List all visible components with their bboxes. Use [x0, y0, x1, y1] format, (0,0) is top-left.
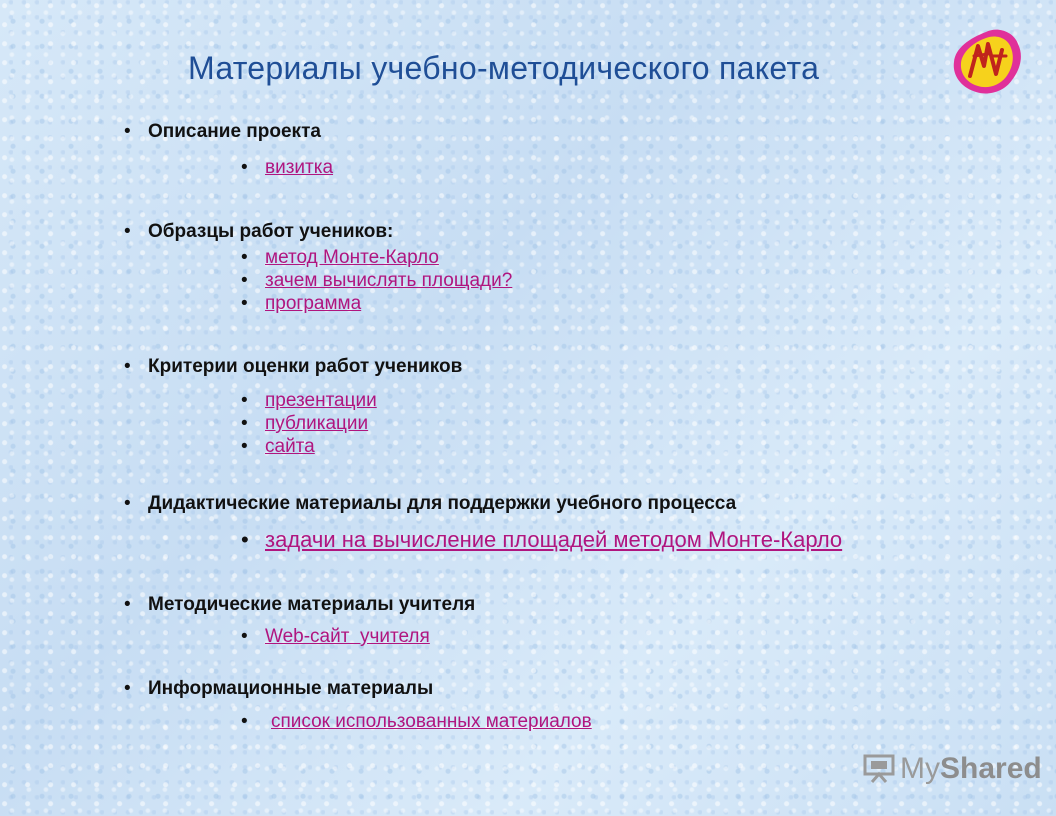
link-vizitka[interactable]: визитка [265, 157, 334, 178]
list-item [241, 247, 439, 269]
section-heading-info-materials [124, 678, 433, 700]
section-heading-didactic-materials [124, 493, 736, 515]
section-heading-label: Образцы работ учеников: [148, 221, 394, 242]
bullet: • [124, 678, 131, 699]
link-teacher-website[interactable]: Web-сайт учителя [265, 626, 430, 647]
list-item [241, 436, 315, 458]
link-presentations[interactable]: презентации [265, 390, 377, 411]
page-title: Материалы учебно-методического пакета [188, 50, 820, 86]
list-item [241, 157, 333, 179]
watermark-suffix: Shared [940, 752, 1042, 785]
section-heading-evaluation-criteria [124, 356, 462, 378]
link-program[interactable]: программа [265, 293, 362, 314]
bullet: • [124, 356, 131, 377]
link-references[interactable]: список использованных материалов [271, 711, 592, 732]
list-item [241, 270, 512, 292]
list-item [241, 390, 377, 412]
section-heading-label: Критерии оценки работ учеников [148, 356, 463, 377]
link-area-tasks[interactable]: задачи на вычисление площадей методом Монте-Карло [265, 527, 843, 552]
bullet: • [241, 626, 248, 647]
section-heading-student-works [124, 221, 393, 243]
link-site[interactable]: сайта [265, 436, 315, 457]
bullet: • [124, 493, 131, 514]
bullet: • [241, 247, 248, 268]
section-heading-label: Дидактические материалы для поддержки учебного процесса [148, 493, 737, 514]
watermark [862, 752, 1042, 786]
bullet: • [124, 221, 131, 242]
presentation-icon [862, 752, 896, 786]
bullet: • [241, 436, 248, 457]
bullet: • [241, 711, 248, 732]
bullet: • [241, 270, 248, 291]
link-publications[interactable]: публикации [265, 413, 369, 434]
bullet: • [124, 594, 131, 615]
list-item [241, 711, 592, 733]
list-item [241, 293, 361, 315]
list-item [241, 413, 368, 435]
bullet: • [241, 390, 248, 411]
section-heading-label: Информационные материалы [148, 678, 434, 699]
section-heading-label: Методические материалы учителя [148, 594, 476, 615]
bullet: • [241, 413, 248, 434]
section-heading-project-description [124, 121, 321, 143]
watermark-prefix: My [900, 752, 940, 785]
link-why-compute-areas[interactable]: зачем вычислять площади? [265, 270, 513, 291]
list-item [241, 626, 430, 648]
section-heading-teacher-materials [124, 594, 475, 616]
logo-icon [948, 26, 1024, 98]
list-item [241, 527, 842, 553]
bullet: • [124, 121, 131, 142]
link-monte-carlo-method[interactable]: метод Монте-Карло [265, 247, 439, 268]
section-heading-label: Описание проекта [148, 121, 321, 142]
bullet: • [241, 293, 248, 314]
bullet: • [241, 527, 249, 552]
bullet: • [241, 157, 248, 178]
